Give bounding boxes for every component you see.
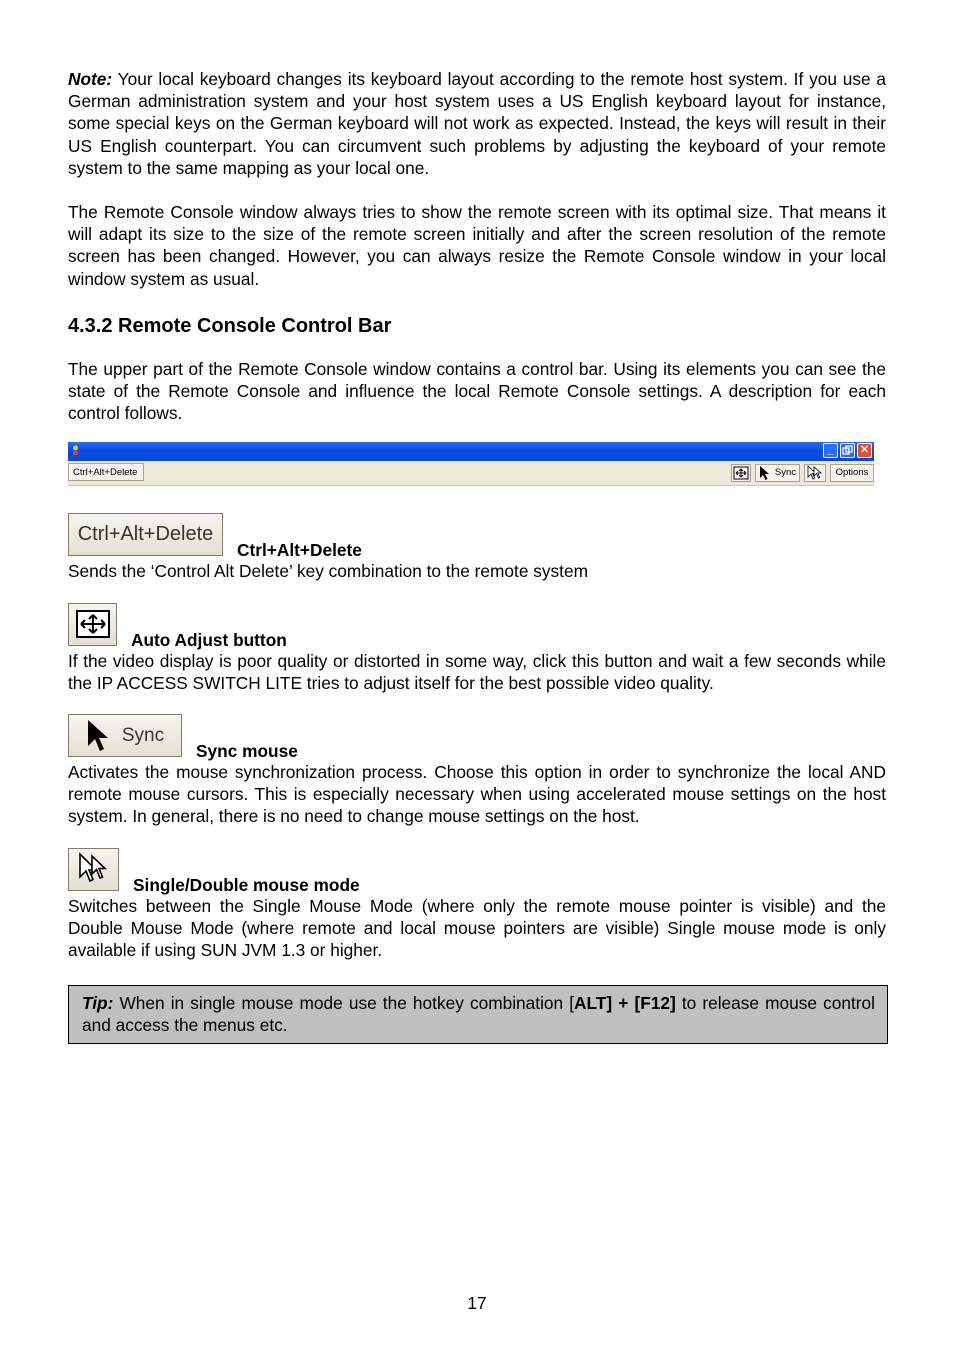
item-head — [68, 513, 886, 561]
item-head — [68, 848, 886, 895]
page-content — [68, 68, 886, 1044]
paragraph-control-bar-intro: The upper part of the Remote Console window contains a control bar. Using its elements you can see the state of the Remote Console and influence the local Remote Console settings. A description for each control follows. — [68, 358, 886, 424]
item-title: Ctrl+Alt+Delete — [237, 540, 362, 561]
sync-button-image — [68, 714, 182, 757]
tip-text-after: to release mouse control and access the menus etc. — [82, 993, 875, 1036]
tip-key-alt: ALT] — [574, 993, 613, 1014]
double-cursor-icon — [807, 465, 823, 481]
toolbar-ctrl-alt-delete-button[interactable]: Ctrl+Alt+Delete — [68, 463, 144, 481]
restore-icon[interactable] — [840, 443, 855, 458]
item-ctrl-alt-delete — [68, 513, 886, 582]
tip-text-before: When in single mouse mode use the hotkey combination [ — [113, 993, 575, 1014]
tip-label: Tip: — [82, 993, 114, 1014]
control-bar-screenshot — [68, 442, 874, 485]
item-description: If the video display is poor quality or distorted in some way, click this button and wait a few seconds while the IP ACCESS SWITCH LITE tries to adjust itself for the best possible video quality. — [68, 650, 886, 693]
window-titlebar — [68, 442, 874, 461]
single-double-mouse-button-image — [68, 848, 119, 891]
ctrl-alt-delete-button-image: Ctrl+Alt+Delete — [68, 513, 223, 556]
double-cursor-icon — [77, 852, 111, 886]
toolbar-options-button[interactable]: Options — [830, 464, 874, 482]
minimize-icon[interactable]: _ — [823, 443, 838, 458]
toolbar-sync-label: Sync — [774, 467, 796, 479]
arrow-cursor-icon — [86, 718, 112, 754]
arrow-cursor-icon — [759, 465, 771, 481]
page-number: 17 — [467, 1293, 487, 1313]
item-description: Activates the mouse synchronization process. Choose this option in order to synchronize the local AND remote mouse cursors. This is especially necessary when using accelerated mouse settings on the host system. In general, there is no need to change mouse settings on the host. — [68, 762, 886, 827]
item-auto-adjust — [68, 603, 886, 694]
item-description: Switches between the Single Mouse Mode (where only the remote mouse pointer is visible) and the Double Mouse Mode (where remote and local mouse pointers are visible) Single mouse mode is only available if using SUN JVM 1.3 or higher. — [68, 895, 886, 961]
app-icon — [71, 445, 80, 456]
tip-box — [68, 985, 888, 1043]
auto-adjust-button-image — [68, 603, 117, 646]
item-single-double-mouse — [68, 848, 886, 962]
section-heading: 4.3.2 Remote Console Control Bar — [68, 314, 392, 337]
toolbar-single-double-mouse-button[interactable] — [804, 464, 826, 482]
tip-plus: + — [612, 993, 635, 1014]
item-title: Auto Adjust button — [131, 629, 287, 650]
note-label: Note: — [68, 69, 113, 89]
control-toolbar — [68, 461, 874, 486]
tip-key-f12: [F12] — [634, 993, 676, 1014]
note-text: Your local keyboard changes its keyboard layout according to the remote host system. If you use a German administration system and your host system uses a US English keyboard layout for instance, some special keys on the German keyboard will not work as expected. Instead, the keys will result in their US English counterpart. You can circumvent such problems by adjusting the keyboard of your remote system to the same mapping as your local one. — [68, 69, 886, 178]
paragraph-window-size: The Remote Console window always tries to show the remote screen with its optimal size. That means it will adapt its size to the size of the remote screen initially and after the screen resolution of the remote screen has been changed. However, you can always resize the Remote Console window in your local window system as usual. — [68, 202, 886, 289]
note-paragraph — [68, 68, 886, 179]
item-title: Sync mouse — [196, 741, 298, 762]
item-head — [68, 714, 886, 762]
toolbar-right-group — [731, 463, 874, 483]
item-title: Single/Double mouse mode — [133, 874, 360, 895]
toolbar-auto-adjust-button[interactable] — [731, 464, 751, 482]
item-head — [68, 603, 886, 650]
auto-adjust-icon — [733, 466, 749, 480]
item-sync-mouse — [68, 714, 886, 828]
sync-button-text: Sync — [121, 724, 165, 746]
toolbar-sync-button[interactable] — [755, 464, 800, 482]
item-description: Sends the ‘Control Alt Delete’ key combination to the remote system — [68, 561, 588, 582]
window-buttons — [823, 443, 872, 458]
close-icon[interactable]: ✕ — [857, 443, 872, 458]
auto-adjust-icon — [75, 609, 111, 639]
tip-text — [82, 992, 875, 1036]
